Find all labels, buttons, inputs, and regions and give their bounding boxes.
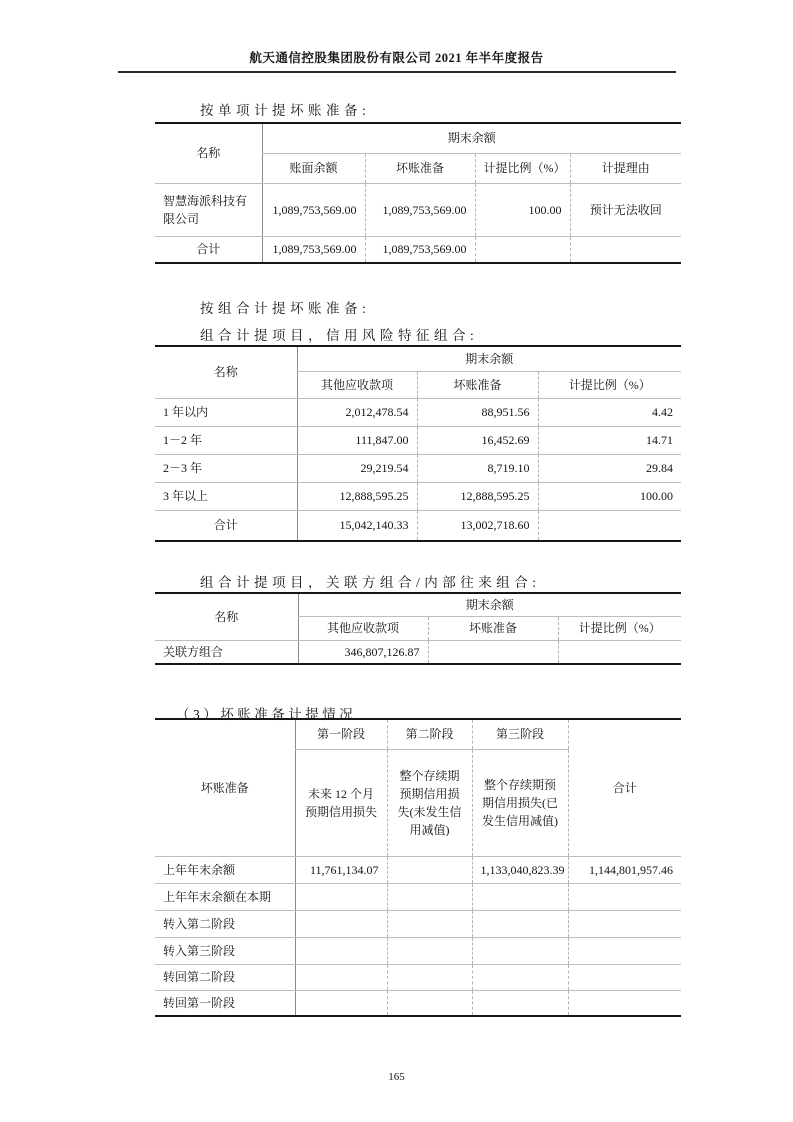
col-group-header-ending-balance: 期末余额	[298, 593, 681, 616]
cell-total-value: 1,144,801,957.46	[568, 856, 681, 883]
section-subtitle-credit-risk-portfolio: 组合计提项目，信用风险特征组合:	[200, 328, 479, 343]
cell-stage2-value	[387, 990, 472, 1016]
cell-stage1-value	[295, 937, 387, 964]
cell-aging: 2－3 年	[155, 454, 297, 482]
cell-stage2-value	[387, 937, 472, 964]
cell-total-value	[568, 990, 681, 1016]
cell-total-label: 合计	[155, 236, 262, 263]
cell-total-value	[568, 937, 681, 964]
cell-stage3-value	[472, 883, 568, 910]
cell-bad-debt-provision	[428, 640, 558, 664]
cell-portfolio-name: 关联方组合	[155, 640, 298, 664]
cell-stage1-value	[295, 883, 387, 910]
table-row	[155, 482, 681, 510]
cell-total-other-receivables: 15,042,140.33	[297, 510, 417, 541]
header-rule	[118, 71, 676, 73]
col-header-stage1: 第一阶段	[295, 719, 387, 749]
cell-other-receivables: 2,012,478.54	[297, 398, 417, 426]
table-row	[155, 990, 681, 1016]
cell-bad-debt-provision: 88,951.56	[417, 398, 538, 426]
cell-provision-ratio: 14.71	[538, 426, 681, 454]
cell-other-receivables: 12,888,595.25	[297, 482, 417, 510]
cell-total-value	[568, 883, 681, 910]
cell-item-label: 转回第一阶段	[155, 990, 295, 1016]
col-header-other-receivables: 其他应收款项	[297, 371, 417, 398]
cell-total-bad-debt-provision: 13,002,718.60	[417, 510, 538, 541]
section-title-provision-status: （3）坏账准备计提情况	[176, 707, 357, 722]
cell-other-receivables: 346,807,126.87	[298, 640, 428, 664]
col-header-stage2-desc: 整个存续期预期信用损失(未发生信用减值)	[387, 749, 472, 856]
cell-stage1-value	[295, 964, 387, 990]
cell-item-label: 转入第三阶段	[155, 937, 295, 964]
cell-total-provision-ratio	[538, 510, 681, 541]
cell-item-label: 上年年末余额	[155, 856, 295, 883]
col-header-book-balance: 账面余额	[262, 153, 365, 183]
cell-other-receivables: 111,847.00	[297, 426, 417, 454]
cell-total-value	[568, 910, 681, 937]
table-related-party-portfolio	[155, 592, 681, 665]
cell-stage3-value	[472, 910, 568, 937]
cell-aging: 3 年以上	[155, 482, 297, 510]
table-row-total	[155, 236, 681, 263]
cell-aging: 1－2 年	[155, 426, 297, 454]
table-row	[155, 856, 681, 883]
cell-other-receivables: 29,219.54	[297, 454, 417, 482]
cell-stage1-value: 11,761,134.07	[295, 856, 387, 883]
cell-provision-ratio	[558, 640, 681, 664]
table-row	[155, 454, 681, 482]
table-row	[155, 883, 681, 910]
section-title-individual-provision: 按单项计提坏账准备:	[200, 103, 371, 118]
table-individual-provision	[155, 122, 681, 264]
table-row-total	[155, 510, 681, 541]
col-header-stage3-desc: 整个存续期预期信用损失(已发生信用减值)	[472, 749, 568, 856]
cell-item-label: 转回第二阶段	[155, 964, 295, 990]
col-header-name: 名称	[155, 346, 297, 398]
col-header-bad-debt-provision: 坏账准备	[417, 371, 538, 398]
cell-stage3-value: 1,133,040,823.39	[472, 856, 568, 883]
cell-provision-reason: 预计无法收回	[570, 183, 681, 236]
cell-name: 智慧海派科技有限公司	[155, 183, 262, 236]
cell-bad-debt-provision: 12,888,595.25	[417, 482, 538, 510]
col-header-provision-ratio: 计提比例（%）	[475, 153, 570, 183]
col-header-provision-ratio: 计提比例（%）	[558, 616, 681, 640]
table-row	[155, 426, 681, 454]
cell-provision-ratio: 29.84	[538, 454, 681, 482]
table-row	[155, 937, 681, 964]
table-row	[155, 398, 681, 426]
section-title-portfolio-provision: 按组合计提坏账准备:	[200, 301, 371, 316]
col-header-bad-debt-provision: 坏账准备	[155, 719, 295, 856]
table-row	[155, 640, 681, 664]
report-header-title: 航天通信控股集团股份有限公司 2021 年半年度报告	[249, 51, 544, 65]
col-header-bad-debt-provision: 坏账准备	[365, 153, 475, 183]
col-header-other-receivables: 其他应收款项	[298, 616, 428, 640]
col-header-provision-reason: 计提理由	[570, 153, 681, 183]
col-header-stage3: 第三阶段	[472, 719, 568, 749]
cell-aging: 1 年以内	[155, 398, 297, 426]
table-row	[155, 719, 681, 749]
cell-stage1-value	[295, 910, 387, 937]
cell-stage3-value	[472, 937, 568, 964]
cell-bad-debt-provision: 8,719.10	[417, 454, 538, 482]
col-group-header-ending-balance: 期末余额	[297, 346, 681, 371]
cell-stage2-value	[387, 964, 472, 990]
cell-stage2-value	[387, 883, 472, 910]
col-header-bad-debt-provision: 坏账准备	[428, 616, 558, 640]
cell-item-label: 上年年末余额在本期	[155, 883, 295, 910]
cell-bad-debt-provision: 16,452.69	[417, 426, 538, 454]
cell-total-provision-ratio	[475, 236, 570, 263]
cell-stage1-value	[295, 990, 387, 1016]
cell-item-label: 转入第二阶段	[155, 910, 295, 937]
table-row	[155, 593, 681, 616]
cell-provision-ratio: 100.00	[538, 482, 681, 510]
cell-stage3-value	[472, 964, 568, 990]
col-header-stage2: 第二阶段	[387, 719, 472, 749]
cell-stage2-value	[387, 856, 472, 883]
col-group-header-ending-balance: 期末余额	[262, 123, 681, 153]
col-header-provision-ratio: 计提比例（%）	[538, 371, 681, 398]
table-row	[155, 964, 681, 990]
cell-provision-ratio: 4.42	[538, 398, 681, 426]
cell-total-bad-debt-provision: 1,089,753,569.00	[365, 236, 475, 263]
cell-stage2-value	[387, 910, 472, 937]
col-header-name: 名称	[155, 593, 298, 640]
cell-total-book-balance: 1,089,753,569.00	[262, 236, 365, 263]
table-credit-risk-portfolio	[155, 345, 681, 542]
cell-bad-debt-provision: 1,089,753,569.00	[365, 183, 475, 236]
cell-stage3-value	[472, 990, 568, 1016]
col-header-name: 名称	[155, 123, 262, 183]
col-header-stage1-desc: 未来 12 个月预期信用损失	[295, 749, 387, 856]
table-row	[155, 123, 681, 153]
col-header-total: 合计	[568, 719, 681, 856]
table-row	[155, 346, 681, 371]
table-row	[155, 183, 681, 236]
cell-total-label: 合计	[155, 510, 297, 541]
cell-total-provision-reason	[570, 236, 681, 263]
cell-provision-ratio: 100.00	[475, 183, 570, 236]
cell-book-balance: 1,089,753,569.00	[262, 183, 365, 236]
table-ecl-stages	[155, 718, 681, 1017]
page-number: 165	[388, 1071, 405, 1083]
table-row	[155, 910, 681, 937]
section-title-related-party-portfolio: 组合计提项目，关联方组合/内部往来组合:	[200, 575, 541, 590]
cell-total-value	[568, 964, 681, 990]
